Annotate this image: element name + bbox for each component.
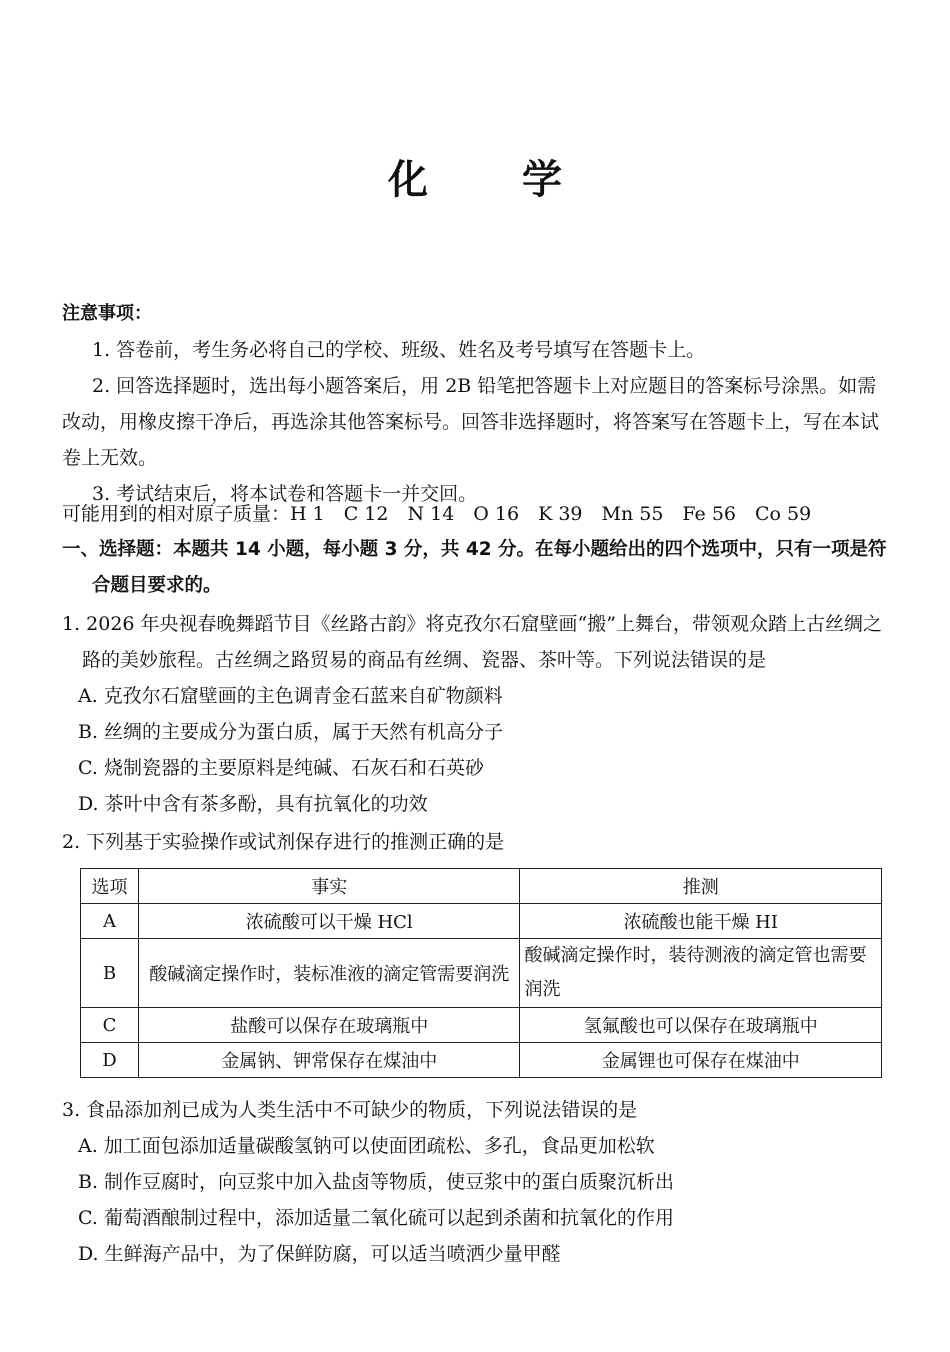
notice-item-3: 3. 考试结束后，将本试卷和答题卡一并交回。 [92, 483, 478, 505]
q1-option-d: D. 茶叶中含有茶多酚，具有抗氧化的功效 [78, 793, 428, 815]
table-cell-fact: 金属钠、钾常保存在煤油中 [138, 1043, 520, 1078]
table-cell-inference: 金属锂也可保存在煤油中 [520, 1043, 882, 1078]
table-row [81, 1008, 882, 1043]
table-cell-option: A [81, 904, 139, 939]
q1-option-a: A. 克孜尔石窟壁画的主色调青金石蓝来自矿物颜料 [78, 685, 503, 707]
q1-option-c: C. 烧制瓷器的主要原料是纯碱、石灰石和石英砂 [78, 757, 484, 779]
notice-item-1: 1. 答卷前，考生务必将自己的学校、班级、姓名及考号填写在答题卡上。 [92, 339, 706, 361]
table-cell-inference: 酸碱滴定操作时，装待测液的滴定管也需要润洗 [520, 939, 882, 1008]
q2-stem: 2. 下列基于实验操作或试剂保存进行的推测正确的是 [62, 831, 505, 853]
page-title: 化 学 [388, 157, 602, 203]
table-cell-fact: 盐酸可以保存在玻璃瓶中 [138, 1008, 520, 1043]
table-row [81, 1043, 882, 1078]
table-cell-inference: 浓硫酸也能干燥 HI [520, 904, 882, 939]
q3-option-d: D. 生鲜海产品中，为了保鲜防腐，可以适当喷洒少量甲醛 [78, 1243, 561, 1265]
q3-stem: 3. 食品添加剂已成为人类生活中不可缺少的物质，下列说法错误的是 [62, 1099, 638, 1121]
notice-section [62, 296, 884, 512]
table-cell-fact: 酸碱滴定操作时，装标准液的滴定管需要润洗 [138, 939, 520, 1008]
section-one-line2: 合题目要求的。 [92, 575, 222, 596]
table-row [81, 904, 882, 939]
q1-stem-line2: 路的美妙旅程。古丝绸之路贸易的商品有丝绸、瓷器、茶叶等。下列说法错误的是 [82, 649, 767, 671]
notice-heading: 注意事项： [62, 303, 152, 324]
q3-option-c: C. 葡萄酒酿制过程中，添加适量二氧化硫可以起到杀菌和抗氧化的作用 [78, 1207, 674, 1229]
table-header-row [81, 869, 882, 904]
question-1 [62, 606, 892, 822]
q1-option-b: B. 丝绸的主要成分为蛋白质，属于天然有机高分子 [78, 721, 504, 743]
q3-option-b: B. 制作豆腐时，向豆浆中加入盐卤等物质，使豆浆中的蛋白质聚沉析出 [78, 1171, 675, 1193]
q2-table [80, 868, 882, 1078]
section-one-line1: 一、选择题：本题共 14 小题，每小题 3 分，共 42 分。在每小题给出的四个选项中，只有一项是符 [62, 539, 887, 560]
table-cell-option: C [81, 1008, 139, 1043]
table-header-inference: 推测 [520, 869, 882, 904]
table-cell-option: D [81, 1043, 139, 1078]
table-header-fact: 事实 [138, 869, 520, 904]
table-cell-fact: 浓硫酸可以干燥 HCl [138, 904, 520, 939]
notice-item-2: 2. 回答选择题时，选出每小题答案后，用 2B 铅笔把答题卡上对应题目的答案标号涂黑。如需改动，用橡皮擦干净后，再选涂其他答案标号。回答非选择题时，将答案写在答题卡上，写在本试卷上无效。 [62, 375, 880, 469]
table-cell-option: B [81, 939, 139, 1008]
table-cell-inference: 氢氟酸也可以保存在玻璃瓶中 [520, 1008, 882, 1043]
q1-stem-line1: 1. 2026 年央视春晚舞蹈节目《丝路古韵》将克孜尔石窟壁画“搬”上舞台，带领观众踏上古丝绸之 [62, 613, 882, 635]
q3-option-a: A. 加工面包添加适量碳酸氢钠可以使面团疏松、多孔，食品更加松软 [78, 1135, 655, 1157]
question-3 [62, 1092, 892, 1272]
atomic-masses-line: 可能用到的相对原子质量：H 1 C 12 N 14 O 16 K 39 Mn 55 Fe 56 Co 59 [62, 503, 812, 525]
table-header-option: 选项 [81, 869, 139, 904]
table-row [81, 939, 882, 1008]
section-one-heading [62, 532, 892, 604]
